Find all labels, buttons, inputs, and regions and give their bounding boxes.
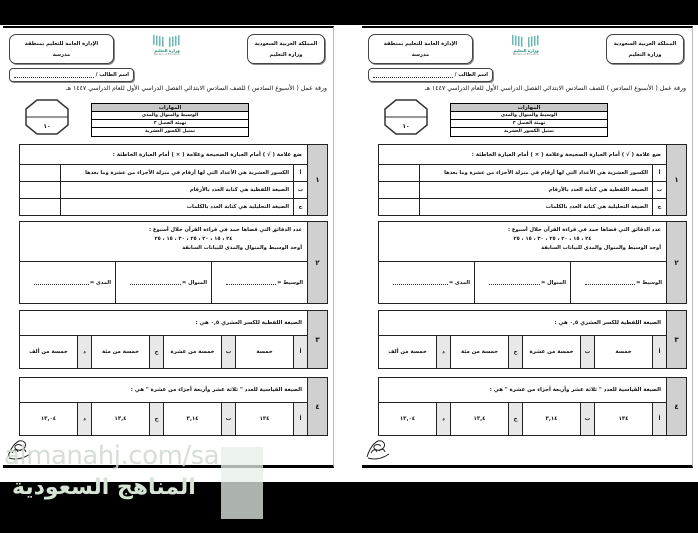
- option-letter: د: [436, 403, 450, 435]
- answer-blank[interactable]: [130, 281, 181, 285]
- question-prompt: عدد الدقائق التي قضاها حمد في قراءة القرآن خلال أسبوع :: [508, 227, 661, 233]
- answer-label: المدى =: [89, 279, 111, 286]
- answer-blank[interactable]: [489, 281, 540, 285]
- ministry-logo-icon: [153, 36, 181, 46]
- score-total: ١٠: [402, 123, 410, 130]
- answer-label: الوسيط =: [636, 279, 662, 286]
- answer-cell[interactable]: [379, 199, 419, 215]
- option-letter: ب: [580, 403, 594, 435]
- ministry-line-1: المملكة العربية السعودية: [254, 40, 318, 47]
- option-choice[interactable]: ١٣,٤: [450, 403, 508, 435]
- row-letter: أ: [293, 165, 307, 181]
- admin-line-2: مدرسة: [411, 51, 430, 58]
- option-letter: د: [77, 336, 91, 368]
- question-3: [378, 310, 687, 369]
- skills-table: [91, 103, 249, 137]
- question-prompt: الصيغة اللفظية للكسر العشري ٠,٥ هي :: [379, 311, 666, 336]
- option-choice[interactable]: خمسة من عشرة: [163, 336, 221, 368]
- watermark-url: almanahj.com/sa: [4, 441, 220, 471]
- row-letter: ج: [652, 199, 666, 215]
- option-choice[interactable]: ٣,١٤: [522, 403, 580, 435]
- option-choice[interactable]: ٣,١٤: [163, 403, 221, 435]
- true-false-row: [379, 199, 666, 215]
- option-choice[interactable]: ١٣,٠٤: [399, 416, 416, 422]
- admin-line-1: الإدارة العامة للتعليم بمنطقة: [383, 40, 458, 47]
- median-answer[interactable]: [211, 262, 307, 303]
- score-octagon: [25, 99, 69, 135]
- worksheet-page-left: [3, 26, 334, 468]
- question-4: [378, 377, 687, 436]
- answer-cell[interactable]: [20, 182, 60, 198]
- student-name-blank[interactable]: [373, 72, 453, 78]
- true-false-row: [20, 199, 307, 215]
- option-letter: ج: [508, 403, 522, 435]
- skill-item: الوسيط والمنوال والمدى: [451, 112, 607, 120]
- question-ask: أوجد الوسيط والمنوال والمدى للبيانات السابقة: [182, 245, 302, 251]
- true-false-row: [379, 165, 666, 182]
- ministry-line-2: وزارة التعليم: [269, 51, 303, 58]
- admin-header-box: [368, 34, 473, 64]
- option-choice[interactable]: ١٣,٤: [91, 403, 149, 435]
- median-answer[interactable]: [570, 262, 666, 303]
- logo-subtext: Ministry of Education: [512, 53, 540, 56]
- range-answer[interactable]: [20, 262, 115, 303]
- score-octagon: [384, 99, 428, 135]
- mode-answer[interactable]: [474, 262, 570, 303]
- ministry-header-box: [247, 34, 325, 64]
- ministry-header-box: [606, 34, 684, 64]
- option-letter: أ: [293, 336, 307, 368]
- question-prompt: ضع علامة ( √ ) أمام العبارة الصحيحة وعلامة ( × ) أمام العبارة الخاطئة :: [20, 145, 307, 165]
- student-name-label: اسم الطالب /: [454, 72, 488, 78]
- question-number: ٣: [307, 311, 327, 368]
- signature-icon: [364, 437, 392, 461]
- option-letter: ب: [580, 336, 594, 368]
- worksheet-title: ورقة عمل ( الأسبوع السادس ) للصف السادس الابتدائي الفصل الدراسي الأول للعام الدراسي ١٤٤٧ هـ: [65, 85, 327, 92]
- option-letter: د: [77, 403, 91, 435]
- answer-label: المنوال =: [181, 279, 207, 286]
- answer-label: الوسيط =: [277, 279, 303, 286]
- option-choice[interactable]: ١٣,٠٤: [40, 416, 57, 422]
- option-letter: أ: [652, 336, 666, 368]
- skill-item: تمثيل الكسور العشرية: [504, 129, 554, 134]
- student-name-field[interactable]: [9, 68, 134, 82]
- question-number: ٢: [307, 222, 327, 303]
- ministry-logo: [508, 36, 544, 60]
- student-name-label: اسم الطالب /: [95, 72, 129, 78]
- question-2: [19, 221, 328, 304]
- skills-table: [450, 103, 608, 137]
- range-answer[interactable]: [379, 262, 474, 303]
- option-choice[interactable]: خمسة من عشرة: [522, 336, 580, 368]
- option-letter: أ: [293, 403, 307, 435]
- ministry-logo-icon: [512, 36, 540, 46]
- question-number: ١: [666, 145, 686, 215]
- true-false-row: [20, 182, 307, 199]
- answer-blank[interactable]: [34, 281, 89, 285]
- skill-item: تهيئة الفصل ٣: [92, 120, 248, 128]
- skill-item: تمثيل الكسور العشرية: [145, 129, 195, 134]
- question-4: [19, 377, 328, 436]
- question-number: ٤: [666, 378, 686, 435]
- answer-blank[interactable]: [226, 281, 276, 285]
- option-letter: ج: [149, 403, 163, 435]
- option-letter: أ: [652, 403, 666, 435]
- question-number: ١: [307, 145, 327, 215]
- row-letter: ب: [652, 182, 666, 198]
- question-ask: أوجد الوسيط والمنوال والمدى للبيانات السابقة: [541, 245, 661, 251]
- question-number: ٣: [666, 311, 686, 368]
- admin-line-2: مدرسة: [52, 51, 71, 58]
- option-choice[interactable]: خمسة: [594, 336, 652, 368]
- question-prompt: الصيغة القياسية للعدد " ثلاثة عشر وأربعة أجزاء من عشرة " هي :: [379, 378, 666, 403]
- option-choice[interactable]: خمسة من ألف: [388, 349, 427, 355]
- bottom-black-bar: [0, 482, 698, 533]
- option-letter: ج: [149, 336, 163, 368]
- skill-item: تهيئة الفصل ٣: [451, 120, 607, 128]
- row-letter: ج: [293, 199, 307, 215]
- data-values: ٢٤ ، ١٥ ، ٢٠ ، ٢٥ ، ٣٠ ، ١٥ ، ٢٥: [513, 236, 592, 242]
- logo-text: وزارة التعليم: [513, 48, 539, 53]
- answer-blank[interactable]: [585, 281, 635, 285]
- question-number: ٤: [307, 378, 327, 435]
- question-2: [378, 221, 687, 304]
- skill-item: الوسيط والمنوال والمدى: [92, 112, 248, 120]
- answer-cell[interactable]: [20, 165, 60, 181]
- ministry-logo: [149, 36, 185, 60]
- question-1: [378, 144, 687, 216]
- statement-text: الصيغة اللفظية هي كتابة العدد بالأرقام: [419, 182, 652, 198]
- statement-text: الكسور العشرية هي الأعداد التي لها أرقام في منزلة الأجزاء من عشرة وما بعدها: [60, 165, 293, 181]
- question-3: [19, 310, 328, 369]
- answer-cell[interactable]: [379, 165, 419, 181]
- watermark-arabic: المناهج السعودية: [12, 475, 196, 500]
- true-false-row: [20, 165, 307, 182]
- answer-label: المدى =: [448, 279, 470, 286]
- option-choice[interactable]: خمسة: [235, 336, 293, 368]
- answer-cell[interactable]: [379, 182, 419, 198]
- option-letter: د: [436, 336, 450, 368]
- skills-header: المهارات: [451, 104, 607, 112]
- ministry-line-2: وزارة التعليم: [628, 51, 662, 58]
- worksheet-title: ورقة عمل ( الأسبوع السادس ) للصف السادس الابتدائي الفصل الدراسي الأول للعام الدراسي ١٤٤٧ هـ: [424, 85, 686, 92]
- score-total: ١٠: [43, 123, 51, 130]
- question-prompt: الصيغة اللفظية للكسر العشري ٠,٥ هي :: [20, 311, 307, 336]
- question-number: ٢: [666, 222, 686, 303]
- mode-answer[interactable]: [115, 262, 211, 303]
- logo-text: وزارة التعليم: [154, 48, 180, 53]
- answer-label: المنوال =: [540, 279, 566, 286]
- top-black-bar: [0, 0, 698, 25]
- option-letter: ج: [508, 336, 522, 368]
- row-letter: أ: [652, 165, 666, 181]
- answer-blank[interactable]: [393, 281, 448, 285]
- ministry-line-1: المملكة العربية السعودية: [613, 40, 677, 47]
- worksheet-page-right: [362, 26, 693, 468]
- statement-text: الصيغة اللفظية هي كتابة العدد بالأرقام: [60, 182, 293, 198]
- admin-header-box: [9, 34, 114, 64]
- true-false-row: [379, 182, 666, 199]
- data-values: ٢٤ ، ١٥ ، ٢٠ ، ٢٥ ، ٣٠ ، ١٥ ، ٢٥: [154, 236, 233, 242]
- statement-text: الصيغة التحليلية هي كتابة العدد بالكلمات: [60, 199, 293, 215]
- option-choice[interactable]: ١٣٤: [235, 403, 293, 435]
- option-choice[interactable]: ١٣٤: [594, 403, 652, 435]
- option-letter: ب: [221, 403, 235, 435]
- option-choice[interactable]: خمسة من مئة: [91, 336, 149, 368]
- row-letter: ب: [293, 182, 307, 198]
- question-prompt: ضع علامة ( √ ) أمام العبارة الصحيحة وعلامة ( × ) أمام العبارة الخاطئة :: [379, 145, 666, 165]
- option-choice[interactable]: خمسة من مئة: [450, 336, 508, 368]
- skills-header: المهارات: [92, 104, 248, 112]
- question-1: [19, 144, 328, 216]
- statement-text: الكسور العشرية هي الأعداد التي لها أرقام في منزلة الأجزاء من عشرة وما بعدها: [419, 165, 652, 181]
- statement-text: الصيغة التحليلية هي كتابة العدد بالكلمات: [419, 199, 652, 215]
- question-prompt: عدد الدقائق التي قضاها حمد في قراءة القرآن خلال أسبوع :: [149, 227, 302, 233]
- logo-subtext: Ministry of Education: [153, 53, 181, 56]
- student-name-field[interactable]: [368, 68, 493, 82]
- admin-line-1: الإدارة العامة للتعليم بمنطقة: [24, 40, 99, 47]
- signature-icon: [5, 437, 33, 461]
- option-letter: ب: [221, 336, 235, 368]
- answer-cell[interactable]: [20, 199, 60, 215]
- student-name-blank[interactable]: [14, 72, 94, 78]
- question-prompt: الصيغة القياسية للعدد " ثلاثة عشر وأربعة أجزاء من عشرة " هي :: [20, 378, 307, 403]
- option-choice[interactable]: خمسة من ألف: [29, 349, 68, 355]
